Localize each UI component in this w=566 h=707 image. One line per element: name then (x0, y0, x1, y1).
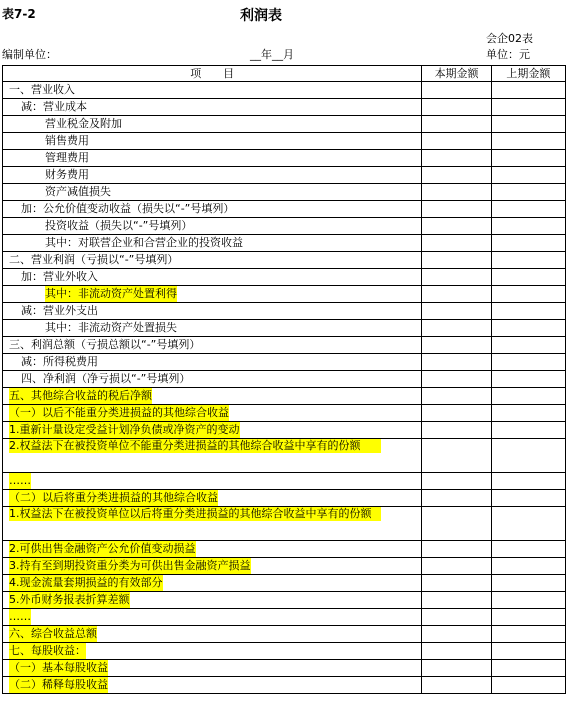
previous-amount-cell[interactable] (491, 252, 565, 269)
row-item-cell (3, 490, 422, 507)
table-row (3, 337, 566, 354)
current-amount-cell[interactable] (422, 218, 491, 235)
date-label: __年__月 (250, 48, 294, 61)
previous-amount-cell[interactable] (491, 626, 565, 643)
table-row (3, 609, 566, 626)
current-amount-cell[interactable] (422, 303, 491, 320)
table-row (3, 490, 566, 507)
row-item-cell (3, 439, 422, 473)
previous-amount-cell[interactable] (491, 422, 565, 439)
current-amount-cell[interactable] (422, 422, 491, 439)
previous-amount-cell[interactable] (491, 677, 565, 694)
row-label: 一、营业收入 (9, 83, 75, 96)
table-row (3, 150, 566, 167)
row-item-cell (3, 575, 422, 592)
current-amount-cell[interactable] (422, 405, 491, 422)
table-row (3, 303, 566, 320)
row-item-cell (3, 184, 422, 201)
table-row (3, 99, 566, 116)
row-label: 2.权益法下在被投资单位不能重分类进损益的其他综合收益中享有的份额 (9, 439, 381, 453)
row-item-cell (3, 507, 422, 541)
previous-amount-cell[interactable] (491, 235, 565, 252)
row-label: 二、营业利润（亏损以“-”号填列） (9, 253, 179, 266)
previous-amount-cell[interactable] (491, 82, 565, 99)
current-amount-cell[interactable] (422, 439, 491, 473)
org-label: 编制单位： (2, 48, 57, 61)
row-item-cell (3, 269, 422, 286)
row-item-cell (3, 303, 422, 320)
table-row (3, 201, 566, 218)
form-code: 会企02表 (486, 32, 533, 45)
column-header-item: 项 目 (3, 66, 422, 82)
row-label: 其中：非流动资产处置损失 (45, 321, 177, 334)
table-row (3, 133, 566, 150)
previous-amount-cell[interactable] (491, 269, 565, 286)
previous-amount-cell[interactable] (491, 167, 565, 184)
column-header-current: 本期金额 (422, 66, 491, 82)
row-label: 1.重新计量设定受益计划净负债或净资产的变动 (9, 423, 240, 436)
row-label: 管理费用 (45, 151, 89, 164)
current-amount-cell[interactable] (422, 490, 491, 507)
table-number: 表7-2 (2, 7, 36, 21)
row-label: 六、综合收益总额 (9, 627, 97, 640)
current-amount-cell[interactable] (422, 609, 491, 626)
current-amount-cell[interactable] (422, 116, 491, 133)
previous-amount-cell[interactable] (491, 303, 565, 320)
current-amount-cell[interactable] (422, 252, 491, 269)
table-row (3, 116, 566, 133)
table-row (3, 575, 566, 592)
current-amount-cell[interactable] (422, 269, 491, 286)
current-amount-cell[interactable] (422, 99, 491, 116)
table-row (3, 643, 566, 660)
current-amount-cell[interactable] (422, 82, 491, 99)
table-row (3, 439, 566, 473)
row-item-cell (3, 558, 422, 575)
row-label: 财务费用 (45, 168, 89, 181)
current-amount-cell[interactable] (422, 541, 491, 558)
current-amount-cell[interactable] (422, 201, 491, 218)
row-item-cell (3, 82, 422, 99)
previous-amount-cell[interactable] (491, 473, 565, 490)
row-item-cell (3, 660, 422, 677)
row-item-cell (3, 201, 422, 218)
current-amount-cell[interactable] (422, 286, 491, 303)
current-amount-cell[interactable] (422, 473, 491, 490)
row-item-cell (3, 235, 422, 252)
previous-amount-cell[interactable] (491, 507, 565, 541)
row-item-cell (3, 167, 422, 184)
row-item-cell (3, 592, 422, 609)
row-label: 营业税金及附加 (45, 117, 122, 130)
row-item-cell (3, 133, 422, 150)
table-row (3, 218, 566, 235)
previous-amount-cell[interactable] (491, 201, 565, 218)
row-label: 3.持有至到期投资重分类为可供出售金融资产损益 (9, 559, 251, 572)
table-row (3, 82, 566, 99)
current-amount-cell[interactable] (422, 660, 491, 677)
current-amount-cell[interactable] (422, 643, 491, 660)
row-label: 五、其他综合收益的税后净额 (9, 389, 152, 402)
row-label: 七、每股收益： (9, 644, 86, 657)
row-item-cell (3, 626, 422, 643)
table-row (3, 354, 566, 371)
row-item-cell (3, 337, 422, 354)
table-row (3, 252, 566, 269)
previous-amount-cell[interactable] (491, 439, 565, 473)
previous-amount-cell[interactable] (491, 592, 565, 609)
current-amount-cell[interactable] (422, 507, 491, 541)
table-row (3, 167, 566, 184)
table-row (3, 626, 566, 643)
row-label: …… (9, 610, 31, 623)
previous-amount-cell[interactable] (491, 541, 565, 558)
previous-amount-cell[interactable] (491, 150, 565, 167)
row-item-cell (3, 541, 422, 558)
current-amount-cell[interactable] (422, 235, 491, 252)
row-label: 减：所得税费用 (21, 355, 98, 368)
previous-amount-cell[interactable] (491, 320, 565, 337)
row-item-cell (3, 116, 422, 133)
row-item-cell (3, 388, 422, 405)
table-row (3, 388, 566, 405)
previous-amount-cell[interactable] (491, 354, 565, 371)
row-item-cell (3, 677, 422, 694)
unit-label: 单位：元 (486, 48, 530, 61)
current-amount-cell[interactable] (422, 626, 491, 643)
row-label: （一）基本每股收益 (9, 661, 108, 674)
previous-amount-cell[interactable] (491, 218, 565, 235)
row-label: 销售费用 (45, 134, 89, 147)
previous-amount-cell[interactable] (491, 337, 565, 354)
previous-amount-cell[interactable] (491, 286, 565, 303)
table-row (3, 235, 566, 252)
table-row (3, 320, 566, 337)
row-item-cell (3, 422, 422, 439)
current-amount-cell[interactable] (422, 592, 491, 609)
current-amount-cell[interactable] (422, 388, 491, 405)
table-row (3, 269, 566, 286)
row-label: （一）以后不能重分类进损益的其他综合收益 (9, 406, 229, 419)
current-amount-cell[interactable] (422, 167, 491, 184)
row-label: 投资收益（损失以“-”号填列） (45, 219, 193, 232)
row-label: 资产减值损失 (45, 185, 111, 198)
row-label: （二）稀释每股收益 (9, 678, 108, 691)
previous-amount-cell[interactable] (491, 490, 565, 507)
previous-amount-cell[interactable] (491, 558, 565, 575)
row-label: 加：公允价值变动收益（损失以“-”号填列） (21, 202, 235, 215)
row-label: 四、净利润（净亏损以“-”号填列） (21, 372, 191, 385)
previous-amount-cell[interactable] (491, 99, 565, 116)
current-amount-cell[interactable] (422, 337, 491, 354)
row-item-cell (3, 252, 422, 269)
row-item-cell (3, 320, 422, 337)
row-label: 1.权益法下在被投资单位以后将重分类进损益的其他综合收益中享有的份额 (9, 507, 381, 521)
row-label: （二）以后将重分类进损益的其他综合收益 (9, 491, 218, 504)
table-row (3, 541, 566, 558)
current-amount-cell[interactable] (422, 575, 491, 592)
page-title: 利润表 (240, 8, 282, 24)
table-row (3, 371, 566, 388)
row-label: 4.现金流量套期损益的有效部分 (9, 576, 163, 589)
previous-amount-cell[interactable] (491, 184, 565, 201)
row-label: 三、利润总额（亏损总额以“-”号填列） (9, 338, 201, 351)
row-item-cell (3, 218, 422, 235)
previous-amount-cell[interactable] (491, 405, 565, 422)
row-label: 其中：非流动资产处置利得 (45, 287, 177, 300)
row-label: 减：营业外支出 (21, 304, 98, 317)
row-item-cell (3, 609, 422, 626)
row-label: 5.外币财务报表折算差额 (9, 593, 130, 606)
table-row (3, 286, 566, 303)
row-item-cell (3, 643, 422, 660)
table-row (3, 184, 566, 201)
column-header-previous: 上期金额 (491, 66, 565, 82)
table-header-row (3, 66, 566, 82)
row-item-cell (3, 286, 422, 303)
current-amount-cell[interactable] (422, 150, 491, 167)
income-statement-table (2, 65, 566, 694)
previous-amount-cell[interactable] (491, 133, 565, 150)
current-amount-cell[interactable] (422, 133, 491, 150)
table-row (3, 677, 566, 694)
current-amount-cell[interactable] (422, 354, 491, 371)
current-amount-cell[interactable] (422, 558, 491, 575)
previous-amount-cell[interactable] (491, 660, 565, 677)
previous-amount-cell[interactable] (491, 609, 565, 626)
row-item-cell (3, 150, 422, 167)
row-item-cell (3, 405, 422, 422)
row-item-cell (3, 473, 422, 490)
row-item-cell (3, 371, 422, 388)
previous-amount-cell[interactable] (491, 643, 565, 660)
row-label: 减：营业成本 (21, 100, 87, 113)
previous-amount-cell[interactable] (491, 116, 565, 133)
row-label: …… (9, 474, 31, 487)
table-row (3, 405, 566, 422)
previous-amount-cell[interactable] (491, 388, 565, 405)
row-label: 加：营业外收入 (21, 270, 98, 283)
table-row (3, 507, 566, 541)
row-item-cell (3, 354, 422, 371)
current-amount-cell[interactable] (422, 184, 491, 201)
table-row (3, 558, 566, 575)
current-amount-cell[interactable] (422, 371, 491, 388)
row-label: 其中：对联营企业和合营企业的投资收益 (45, 236, 243, 249)
row-item-cell (3, 99, 422, 116)
current-amount-cell[interactable] (422, 320, 491, 337)
previous-amount-cell[interactable] (491, 371, 565, 388)
table-row (3, 660, 566, 677)
previous-amount-cell[interactable] (491, 575, 565, 592)
current-amount-cell[interactable] (422, 677, 491, 694)
row-label: 2.可供出售金融资产公允价值变动损益 (9, 542, 196, 555)
table-row (3, 592, 566, 609)
table-row (3, 473, 566, 490)
table-row (3, 422, 566, 439)
